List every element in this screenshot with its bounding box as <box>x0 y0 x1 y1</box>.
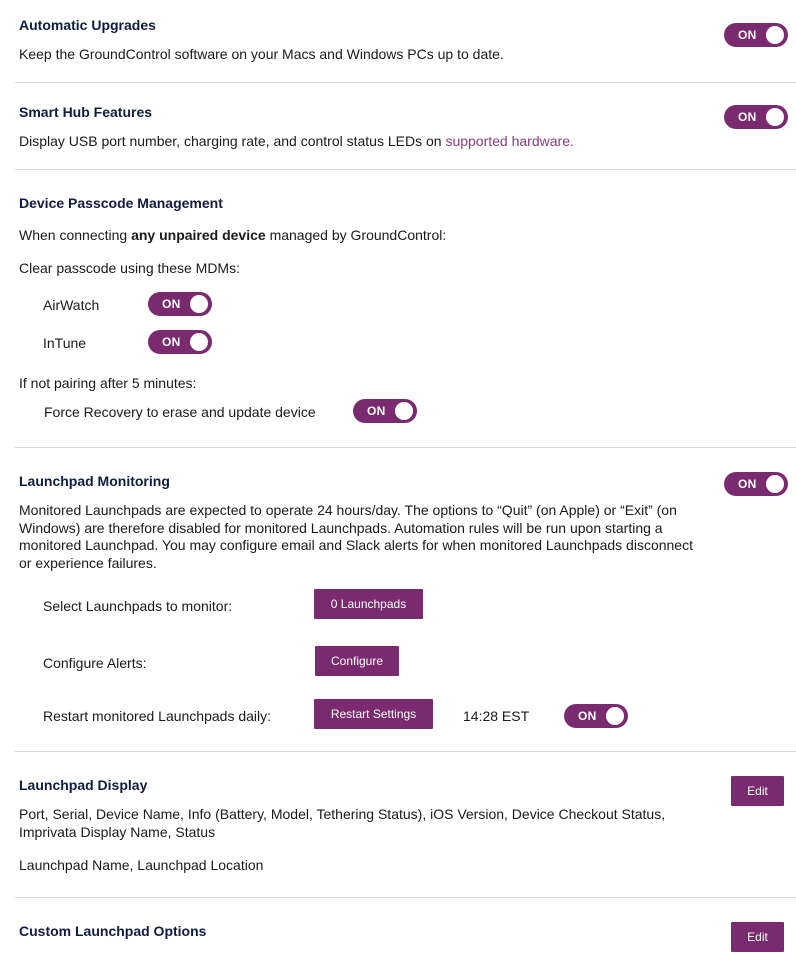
restart-daily-toggle[interactable] <box>564 704 628 728</box>
force-recovery-toggle[interactable] <box>353 399 417 423</box>
connect-pre: When connecting <box>19 227 132 243</box>
toggle-knob <box>766 108 784 126</box>
toggle-label: ON <box>738 110 757 124</box>
smart-hub-description <box>19 133 574 149</box>
configure-alerts-button[interactable]: Configure <box>315 646 399 676</box>
divider <box>15 751 796 752</box>
custom-options-edit-button[interactable]: Edit <box>731 922 784 952</box>
toggle-label: ON <box>738 477 757 491</box>
mdm-intune-toggle[interactable] <box>148 330 212 354</box>
timeout-label: If not pairing after 5 minutes: <box>19 375 197 391</box>
toggle-knob <box>766 475 784 493</box>
passcode-title: Device Passcode Management <box>19 195 223 211</box>
toggle-label: ON <box>578 709 597 723</box>
clear-passcode-label: Clear passcode using these MDMs: <box>19 260 240 276</box>
toggle-label: ON <box>367 404 386 418</box>
select-launchpads-button[interactable]: 0 Launchpads <box>314 589 423 619</box>
toggle-label: ON <box>738 28 757 42</box>
toggle-label: ON <box>162 335 181 349</box>
display-fields-primary: Port, Serial, Device Name, Info (Battery, Model, Tethering Status), iOS Version, Device Checkout Status, Imprivata Display Name, Status <box>19 806 666 840</box>
connect-post: managed by GroundControl: <box>265 227 447 243</box>
monitoring-toggle[interactable] <box>724 472 788 496</box>
auto-upgrades-toggle[interactable] <box>724 23 788 47</box>
display-fields-secondary: Launchpad Name, Launchpad Location <box>19 857 264 873</box>
display-edit-button[interactable]: Edit <box>731 776 784 806</box>
mdm-intune-label: InTune <box>43 335 87 351</box>
supported-hardware-link[interactable]: supported hardware. <box>445 133 574 149</box>
divider <box>15 447 796 448</box>
configure-alerts-label: Configure Alerts: <box>43 655 147 671</box>
mdm-airwatch-toggle[interactable] <box>148 292 212 316</box>
divider <box>15 82 796 83</box>
restart-daily-label: Restart monitored Launchpads daily: <box>43 708 272 724</box>
connect-bold: any unpaired device <box>131 227 266 243</box>
toggle-knob <box>606 707 624 725</box>
monitoring-description: Monitored Launchpads are expected to operate 24 hours/day. The options to “Quit” (on Apple) or “Exit” (on Windows) are therefore disabled for monitored Launchpads. Automation rules will be run upon starting a monitored Launchpad. You may configure email and Slack alerts for when monitored Launchpads disconnect or experience failures. <box>19 502 693 571</box>
monitoring-title: Launchpad Monitoring <box>19 473 170 489</box>
toggle-label: ON <box>162 297 181 311</box>
divider <box>15 169 796 170</box>
custom-options-title: Custom Launchpad Options <box>19 923 207 939</box>
toggle-knob <box>190 333 208 351</box>
passcode-connect-text <box>19 227 446 243</box>
smart-hub-toggle[interactable] <box>724 105 788 129</box>
select-launchpads-label: Select Launchpads to monitor: <box>43 598 233 614</box>
force-recovery-label: Force Recovery to erase and update device <box>44 404 316 420</box>
auto-upgrades-description: Keep the GroundControl software on your Macs and Windows PCs up to date. <box>19 46 504 62</box>
smart-hub-title: Smart Hub Features <box>19 104 153 120</box>
smart-hub-description-text: Display USB port number, charging rate, and control status LEDs on <box>19 133 446 149</box>
display-title: Launchpad Display <box>19 777 148 793</box>
divider <box>15 897 796 898</box>
toggle-knob <box>190 295 208 313</box>
restart-time: 14:28 EST <box>463 708 530 724</box>
mdm-airwatch-label: AirWatch <box>43 297 100 313</box>
toggle-knob <box>766 26 784 44</box>
auto-upgrades-title: Automatic Upgrades <box>19 17 156 33</box>
restart-settings-button[interactable]: Restart Settings <box>314 699 433 729</box>
toggle-knob <box>395 402 413 420</box>
